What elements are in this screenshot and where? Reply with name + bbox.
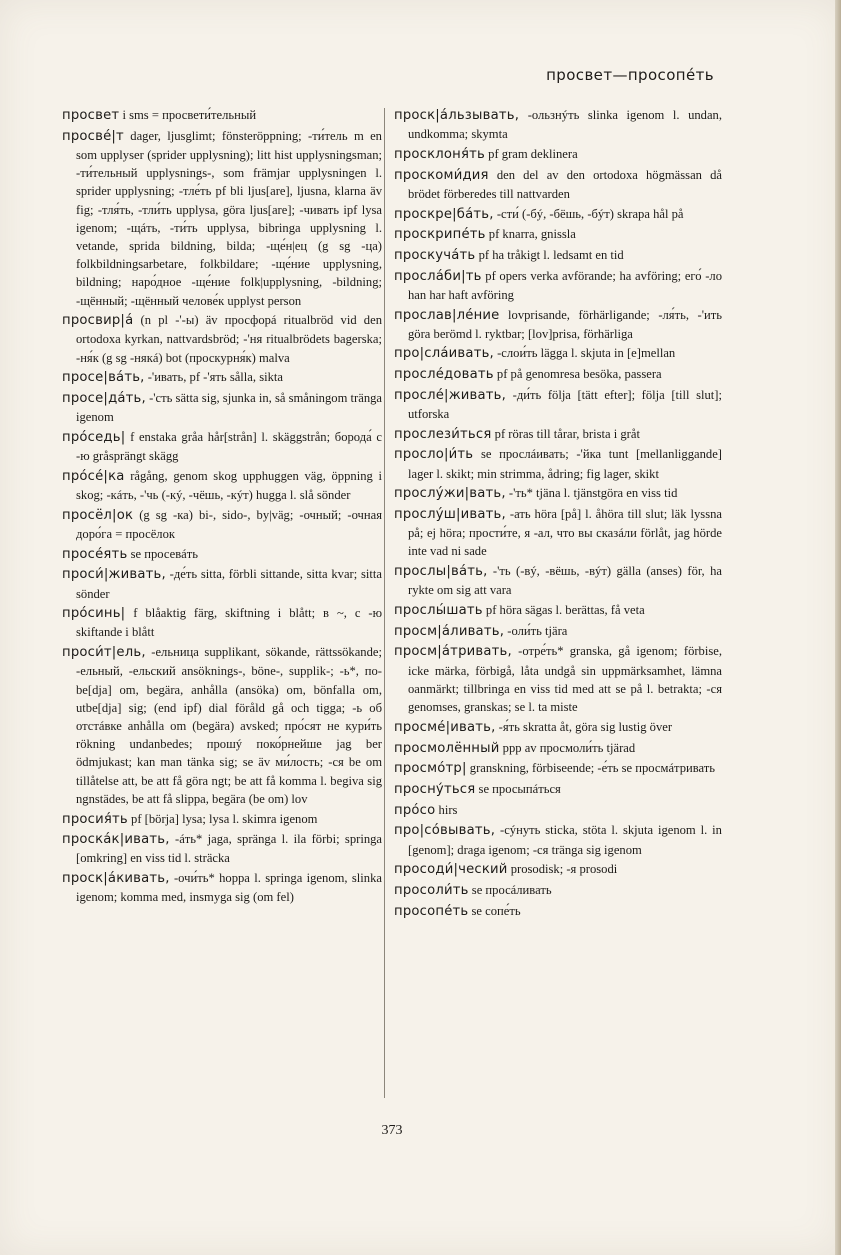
entry-definition: lovprisande, förhärligande; -ля́ть, -'ить göra berömd l. ryktbar; [lov]prisa, förhärliga [408, 307, 722, 341]
dictionary-entry [394, 718, 722, 737]
dictionary-entry [394, 267, 722, 304]
dictionary-entry [394, 106, 722, 143]
dictionary-entry [394, 739, 722, 758]
entry-headword: проскрипе́ть [394, 227, 486, 243]
left-column [62, 106, 382, 908]
entry-definition: prosodisk; -я prosodi [510, 862, 618, 877]
entry-headword: просмолённый [394, 740, 500, 756]
entry-headword: про́со [394, 802, 436, 818]
entry-headword: прослу́жи|вать, [394, 486, 506, 502]
dictionary-entry [394, 642, 722, 716]
entry-headword: прослы́шать [394, 603, 483, 619]
dictionary-entry [62, 106, 382, 125]
entry-definition: pf ha tråkigt l. ledsamt en tid [478, 247, 624, 262]
page-edge [835, 0, 841, 1255]
entry-definition: pf på genomresa besöka, passera [496, 367, 662, 382]
entry-headword: про́седь| [62, 429, 126, 445]
dictionary-entry [62, 127, 382, 310]
dictionary-entry [62, 389, 382, 426]
dictionary-entry [394, 365, 722, 384]
entry-headword: просле́|живать, [394, 387, 507, 403]
entry-definition: (n pl -'-ы) äv просфорá ritualbröd vid den ortodoxa kyrkan, nattvardsbröd; -'ня ritualbrödets bagerska; -ня́к (g sg -някá) bot (проскурня́к) malva [76, 313, 382, 365]
entry-definition: -'ивать, pf -'ять sålla, sikta [147, 370, 283, 385]
entry-headword: просло|и́ть [394, 447, 474, 463]
dictionary-entry [62, 368, 382, 387]
dictionary-entry [62, 869, 382, 906]
dictionary-entry [394, 821, 722, 858]
dictionary-entry [394, 166, 722, 203]
entry-definition: f enstaka gråa hår[strån] l. skäggstrån; борода́ с -ю gråsprängt skägg [76, 429, 382, 464]
entry-headword: про|слáивать, [394, 346, 494, 362]
dictionary-entry [394, 225, 722, 244]
entry-headword: проск|áкивать, [62, 871, 170, 887]
dictionary-entry [62, 565, 382, 602]
dictionary-entry [62, 467, 382, 504]
entry-headword: просме́|ивать, [394, 719, 496, 735]
dictionary-entry [62, 604, 382, 641]
entry-definition: rågång, genom skog upphuggen väg, öppning i skog; -кáть, -'чь (-кý, -чёшь, -кýт) hugga l. slå sönder [76, 468, 382, 503]
entry-definition: -'ть (-вý, -вёшь, -вýт) gälla (anses) för, ha rykte om sig att vara [408, 564, 722, 598]
entry-headword: просопе́ть [394, 903, 469, 919]
entry-headword: просия́ть [62, 811, 128, 827]
entry-headword: просм|áливать, [394, 623, 505, 639]
entry-headword: проскре|бáть, [394, 206, 494, 222]
entry-definition: -очи́ть* hoppa l. springa igenom, slinka igenom; komma med, insmyga sig (om fel) [76, 871, 382, 905]
column-divider [384, 108, 385, 1098]
dictionary-entry [394, 306, 722, 343]
dictionary-entry [394, 562, 722, 599]
dictionary-entry [62, 643, 382, 808]
entry-headword: просклоня́ть [394, 146, 485, 162]
entry-definition: -ди́ть följa [tätt efter]; följa [till slut]; utforska [408, 387, 722, 422]
entry-definition: -ользнýть slinka igenom l. undan, undkomma; skymta [408, 108, 722, 142]
entry-definition: pf opers verka avförande; ha avföring; его́ -ло han har haft avföring [408, 268, 722, 302]
entry-headword: прослу́ш|ивать, [394, 507, 506, 523]
entry-headword: проск|áльзывать, [394, 108, 520, 123]
entry-headword: просла́би|ть [394, 268, 482, 284]
dictionary-entry [62, 506, 382, 543]
entry-definition: se просыпáться [478, 781, 561, 796]
page-number: 373 [381, 1123, 403, 1138]
entry-headword: проси́|живать, [62, 567, 166, 583]
entry-headword: прослы|вáть, [394, 564, 488, 580]
dictionary-entry [62, 428, 382, 465]
dictionary-entry [394, 759, 722, 778]
entry-headword: проси́т|ель, [62, 645, 146, 661]
entry-headword: просе́ять [62, 546, 128, 562]
entry-definition: se прослáивать; -'йка tunt [mellanliggande] lager l. skikt; min strimma, ådring; fig lager, skikt [408, 447, 722, 481]
dictionary-entry [394, 425, 722, 444]
entry-definition: (g sg -ка) bi-, sido-, by|väg; -очный; -очная доро́га = просёлок [76, 507, 382, 541]
entry-definition: -'ть* tjäna l. tjänstgöra en viss tid [508, 486, 678, 501]
entry-headword: просмо́тр| [394, 761, 467, 777]
entry-headword: просве́|т [62, 128, 124, 144]
entry-headword: просёл|ок [62, 507, 134, 523]
entry-headword: просле́довать [394, 367, 494, 383]
right-column [394, 106, 722, 922]
entry-headword: просоли́ть [394, 882, 469, 898]
dictionary-entry [394, 205, 722, 224]
entry-headword: просвет [62, 108, 120, 123]
entry-definition: granskning, förbiseende; -е́ть se просмáтривать [469, 761, 716, 776]
entry-definition: se сопе́ть [471, 903, 521, 918]
entry-definition: -слои́ть lägga l. skjuta in [e]mellan [497, 346, 676, 361]
dictionary-entry [62, 545, 382, 564]
entry-definition: hirs [438, 802, 458, 817]
entry-definition: se просевáть [130, 546, 198, 561]
entry-definition: -áть* jaga, spränga l. ila förbi; springa [omkring] en viss tid l. sträcka [76, 832, 383, 866]
entry-definition: -'сть sätta sig, sjunka in, så småningom tränga igenom [76, 391, 383, 425]
dictionary-entry [62, 830, 382, 867]
entry-definition: i sms = просвети́тельный [122, 108, 257, 122]
entry-definition: -ать höra [på] l. åhöra till slut; läk lyssna på; ej höra; прости́те, я -ал, что вы сказáли förlåt, jag hörde inte vad ni sade [408, 507, 722, 559]
entry-headword: просе|вáть, [62, 370, 145, 386]
dictionary-entry [394, 801, 722, 820]
dictionary-entry [394, 780, 722, 799]
entry-headword: просе|дáть, [62, 391, 146, 407]
entry-definition: -сýнуть sticka, stöta l. skjuta igenom l. in [genom]; draga igenom; -ся tränga sig igenom [408, 823, 722, 857]
dictionary-entry [394, 505, 722, 561]
entry-definition: -сти́ (-бý, -бёшь, -бýт) skrapa hål på [496, 206, 684, 221]
dictionary-entry [394, 246, 722, 265]
entry-headword: проскоми́дия [394, 167, 489, 183]
entry-headword: про́се́|ка [62, 468, 125, 484]
entry-definition: ppp av просмоли́ть tjärad [502, 740, 636, 755]
entry-definition: -я́ть skratta åt, göra sig lustig över [498, 719, 673, 734]
entry-definition: -ельница supplikant, sökande, rättssökande; -ельный, -ельский ansöknings-, böne-, supplik-; -ь*, по- be[dja] om, begära, anhålla (ansöka) om, bönfalla om, utbe[dja] sig; (end ipf) dial föråld gå och tigga; -ь об отстáвке anhålla om (begära) avsked; про́сят не кури́ть rökning undanbedes; прошý поко́рнейше jag ber ödmjukast; kan man tänka sig; se äv ми́лость; -ся be om tillåtelse att, be att få göra ngt; be att få komma l. begiva sig ngnstädes, be att få slippa, begära (be om) lov [76, 645, 382, 806]
entry-definition: pf [börja] lysa; lysa l. skimra igenom [131, 811, 318, 826]
dictionary-entry [394, 881, 722, 900]
entry-definition: pf gram deklinera [488, 146, 578, 161]
entry-headword: про|со́вывать, [394, 823, 496, 839]
dictionary-entry [394, 145, 722, 164]
dictionary-entry [394, 902, 722, 921]
entry-headword: проскучáть [394, 247, 476, 263]
dictionary-entry [394, 386, 722, 423]
entry-headword: прослав|ле́ние [394, 307, 500, 323]
running-head: просвет—просопе́ть [546, 66, 714, 84]
dictionary-entry [394, 601, 722, 620]
entry-definition: -отре́ть* granska, gå igenom; förbise, icke märka, förbigå, låta undgå sin uppmärksamhet, lämna oanmärkt; tillbringa en viss tid med att se på l. betrakta; -ся genomses, granskas; se l. ta miste [408, 644, 722, 715]
entry-definition: pf knarra, gnissla [488, 227, 576, 242]
entry-headword: проснýться [394, 781, 476, 797]
dictionary-entry [394, 860, 722, 879]
dictionary-entry [394, 344, 722, 363]
dictionary-entry [62, 810, 382, 829]
entry-headword: просвир|á [62, 313, 134, 329]
entry-definition: -оли́ть tjära [507, 623, 568, 638]
entry-definition: pf röras till tårar, brista i gråt [494, 426, 640, 441]
entry-headword: просм|áтривать, [394, 644, 512, 660]
entry-definition: -де́ть sitta, förbli sittande, sitta kvar; sitta sönder [76, 567, 382, 601]
entry-headword: прослези́ться [394, 426, 492, 442]
entry-definition: f blåaktig färg, skiftning i blått; в ~, с -ю skiftande i blått [76, 606, 382, 640]
entry-definition: dager, ljusglimt; fönsteröppning; -ти́тель m en som upplyser (sprider upplysning); litt hist upplysningsman; -ти́тельный upplysnings-, som främjar upplysningen l. sprider upplysning; -тле́ть pf bli ljus[are], ljusna, klarna äv fig; -тля́ть, -тли́ть upplysa, göra ljus[are]; -чивать ipf lysa igenom; -щáть, -ти́ть upplysa, bibringa upplysning l. vetande, sprida bildning, bilda; -ще́н|ец (g sg -ца) folkbildningsarbetare, folkbildare; -ще́ние upplysning, bildning; наро́дное -ще́ние folk|upplysning, -bildning; -щённый; -щённый челове́к upplyst person [76, 128, 382, 308]
dictionary-entry [62, 311, 382, 367]
entry-headword: проска́к|ивать, [62, 832, 170, 848]
entry-definition: pf höra sägas l. berättas, få veta [485, 603, 645, 618]
dictionary-entry [394, 484, 722, 503]
entry-headword: просоди́|ческий [394, 862, 508, 878]
entry-definition: den del av den ortodoxa högmässan då brödet förberedes till nattvarden [408, 167, 722, 201]
entry-headword: про́синь| [62, 606, 126, 622]
dictionary-entry [394, 622, 722, 641]
entry-definition: se просáливать [471, 882, 552, 897]
dictionary-entry [394, 445, 722, 482]
